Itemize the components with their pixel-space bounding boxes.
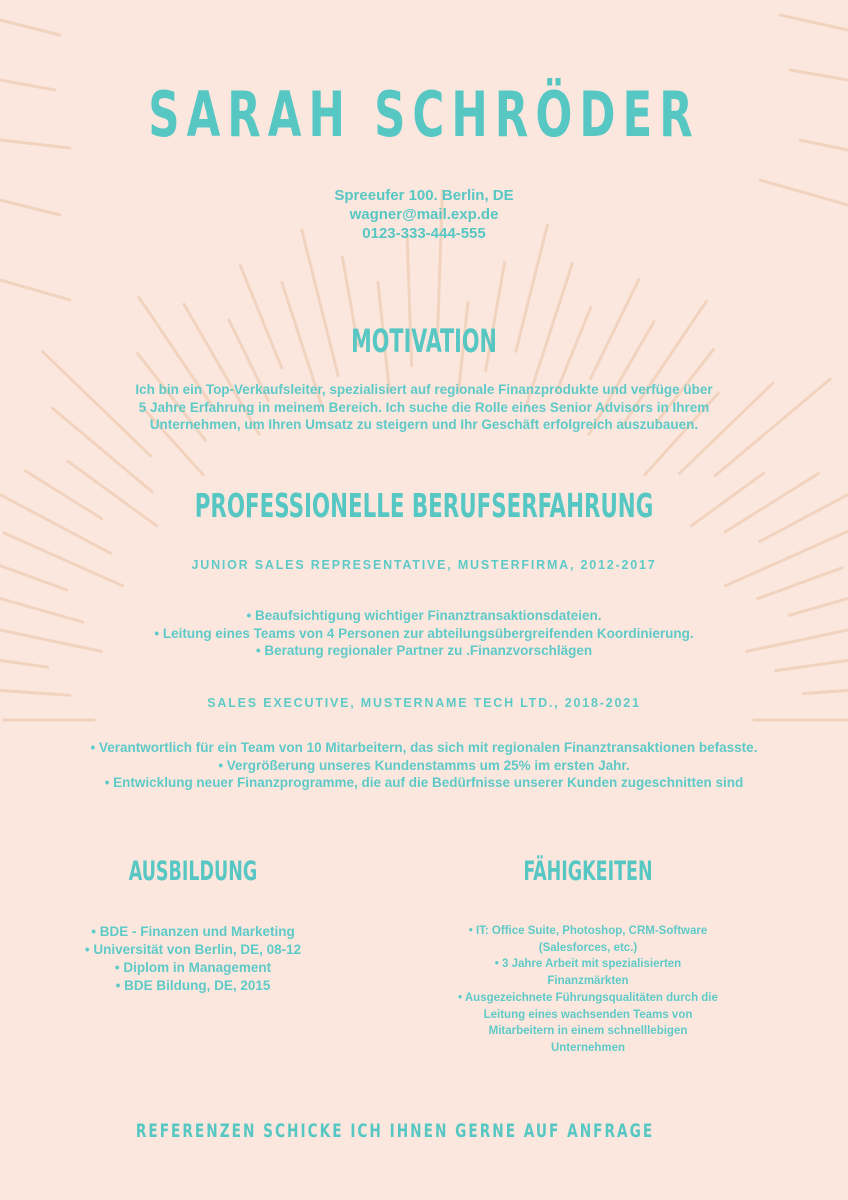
job-bullets [0, 607, 848, 660]
job-title: JUNIOR SALES REPRESENTATIVE, MUSTERFIRMA, 2012-2017 [191, 558, 657, 572]
list-item: • Universität von Berlin, DE, 08-12 [84, 942, 302, 957]
contact-address: Spreeufer 100. Berlin, DE [334, 187, 514, 204]
list-item: • Vergrößerung unseres Kundenstamms um 25% im ersten Jahr. [218, 757, 630, 773]
list-item: • IT: Office Suite, Photoshop, CRM-Software [468, 925, 708, 937]
list-item: • Diplom in Management [114, 960, 272, 975]
list-item: • Verantwortlich für ein Team von 10 Mitarbeitern, das sich mit regionalen Finanztransaktionen befasste. [90, 740, 758, 755]
list-item: • Beaufsichtigung wichtiger Finanztransaktionsdateien. [246, 608, 602, 623]
list-item: • Entwicklung neuer Finanzprogramme, die auf die Bedürfnisse unserer Kunden zugeschnitten sind [104, 775, 744, 790]
list-item: • BDE Bildung, DE, 2015 [115, 978, 271, 993]
education-list [36, 923, 350, 995]
skills-list [418, 923, 758, 1057]
motivation-line: Ich bin ein Top-Verkaufsleiter, spezialisiert auf regionale Finanzprodukte und verfüge über [135, 382, 713, 397]
motivation-line: 5 Jahre Erfahrung in meinem Bereich. Ich suche die Rolle eines Senior Advisors in Ihrem [138, 399, 710, 415]
skills-heading: FÄHIGKEITEN [523, 856, 653, 887]
contact-email: wagner@mail.exp.de [349, 206, 499, 223]
motivation-text [0, 381, 848, 434]
list-item: • Ausgezeichnete Führungsqualitäten durch die [458, 991, 718, 1004]
job-bullets [0, 739, 848, 792]
contact-phone: 0123-333-444-555 [362, 225, 486, 242]
list-item: • BDE - Finanzen und Marketing [91, 924, 295, 939]
references-note: REFERENZEN SCHICKE ICH IHNEN GERNE AUF ANFRAGE [135, 1120, 655, 1142]
education-heading: AUSBILDUNG [128, 856, 258, 887]
contact-block [0, 186, 848, 243]
experience-heading: PROFESSIONELLE BERUFSERFAHRUNG [194, 486, 654, 525]
list-item: • 3 Jahre Arbeit mit spezialisierten [494, 958, 682, 971]
list-item: Unternehmen [550, 1041, 626, 1054]
list-item: (Salesforces, etc.) [538, 941, 638, 954]
list-item: Finanzmärkten [547, 975, 629, 988]
job-title: SALES EXECUTIVE, MUSTERNAME TECH LTD., 2018-2021 [207, 696, 641, 710]
list-item: Leitung eines wachsenden Teams von [483, 1008, 693, 1021]
motivation-heading: MOTIVATION [351, 322, 497, 360]
motivation-line: Unternehmen, um Ihren Umsatz zu steigern und Ihr Geschäft erfolgreich auszubauen. [149, 417, 699, 432]
candidate-name: SARAH SCHRÖDER [148, 78, 700, 151]
list-item: • Beratung regionaler Partner zu .Finanzvorschlägen [255, 643, 593, 658]
list-item: • Leitung eines Teams von 4 Personen zur abteilungsübergreifenden Koordinierung. [154, 625, 694, 641]
list-item: Mitarbeitern in einem schnelllebigen [488, 1025, 688, 1038]
